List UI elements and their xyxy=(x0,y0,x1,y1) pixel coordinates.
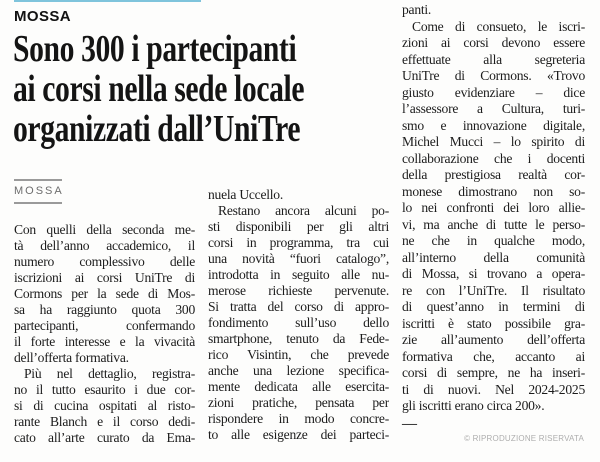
headline-line-3: organizzati dall’UniTre xyxy=(13,108,301,150)
section-label-block xyxy=(14,179,195,204)
body-line: panti. xyxy=(402,2,432,17)
body-line: rico Visintin, che prevede xyxy=(208,347,389,362)
body-line: ti di nuovi. Nel 2024-2025 xyxy=(402,381,585,397)
body-line: no il tutto esaurito i due cor- xyxy=(14,382,195,397)
body-line: UniTre di Cormons. «Trovo xyxy=(402,68,585,83)
body-line: Restano ancora alcuni po- xyxy=(218,203,389,218)
body-line: Cormons per la sede di Mos- xyxy=(14,286,195,301)
body-line: iscrizioni ai corsi UniTre di xyxy=(14,270,195,285)
body-line: rispondere in modo concre- xyxy=(208,411,389,426)
body-line: una novità “fuori catalogo”, xyxy=(208,251,389,266)
body-line: re con l’UniTre. Il risultato xyxy=(402,282,585,298)
body-line: cato all’arte curato da Ema- xyxy=(14,430,195,445)
body-line: anche una lezione specifica- xyxy=(208,363,389,378)
article-column-2 xyxy=(208,187,389,443)
body-line: merose richieste pervenute. xyxy=(208,283,389,298)
body-line: nuela Uccello. xyxy=(208,187,284,202)
kicker: MOSSA xyxy=(14,8,72,25)
body-line: to alle esigenze dei parteci- xyxy=(208,427,389,442)
section-accent-rule xyxy=(14,0,201,2)
body-line: dell’offerta formativa. xyxy=(14,350,129,365)
section-rule-bottom xyxy=(14,202,62,204)
body-line: Con quelli della seconda me- xyxy=(14,222,195,237)
body-line: fondimento sull’uso dello xyxy=(208,315,389,330)
body-line: di quest’anno in termini di xyxy=(402,299,585,314)
body-line: formativa che, accanto ai xyxy=(402,348,585,364)
body-line: di Mossa, si trovano a opera- xyxy=(402,266,585,281)
body-line: giusto evidenziare – dice xyxy=(402,84,585,100)
body-line: smartphone, tenuto da Fede- xyxy=(208,331,389,346)
body-line: mente dedicata alle esercita- xyxy=(208,379,389,394)
body-line: rante Blanch e il corso dedi- xyxy=(14,414,195,429)
body-line: corsi di sempre, ne ha inseri- xyxy=(402,365,585,380)
body-line: il forte interesse e la vivacità xyxy=(14,334,195,349)
body-line: introdotta in seguito alle nu- xyxy=(208,267,389,282)
section-rule-top xyxy=(14,179,62,181)
body-line: iscritti è stato possibile gra- xyxy=(402,315,585,331)
body-line: all’interno della comunità xyxy=(402,249,585,265)
body-line: collaborazione che i docenti xyxy=(402,150,585,166)
headline-line-2: ai corsi nella sede locale xyxy=(13,68,305,110)
body-line: l’assessore a Cultura, turi- xyxy=(402,101,585,116)
body-line: lo nei confronti dei loro allie- xyxy=(402,200,585,215)
body-line: zioni pratiche, pensata per xyxy=(208,395,389,410)
article-column-1 xyxy=(14,179,195,446)
section-label: MOSSA xyxy=(14,185,64,197)
body-line: tà dell’anno accademico, il xyxy=(14,238,195,253)
body-line: zie all’aumento dell’offerta xyxy=(402,332,585,347)
body-line: partecipanti, confermando xyxy=(14,318,195,333)
body-line: della prestigiosa realtà cor- xyxy=(402,167,585,182)
article-column-3 xyxy=(402,2,585,431)
column-3-text xyxy=(402,2,585,415)
body-line: sa ha raggiunto quota 300 xyxy=(14,302,195,317)
article-end-mark: — xyxy=(402,415,417,432)
body-line: monese dimostrano non so- xyxy=(402,183,585,199)
body-line: corsi in programma, tra cui xyxy=(208,235,389,250)
column-2-text xyxy=(208,187,389,443)
body-line: ne che in qualche modo, xyxy=(402,233,585,248)
body-line: Come di consueto, le iscri- xyxy=(412,18,585,34)
body-line: sti disponibili per gli altri xyxy=(208,219,389,234)
body-line: zioni ai corsi devono essere xyxy=(402,35,585,50)
body-line: si di cucina ospitati al risto- xyxy=(14,398,195,413)
body-line: smo e innovazione digitale, xyxy=(402,117,585,133)
copyright-notice: © RIPRODUZIONE RISERVATA xyxy=(464,434,584,443)
column-1-text xyxy=(14,222,195,446)
body-line: vi, ma anche di tutte le perso- xyxy=(402,216,585,232)
body-line: numero complessivo delle xyxy=(14,254,195,269)
body-line: Più nel dettaglio, registra- xyxy=(24,366,195,381)
body-line: effettuate alla segreteria xyxy=(402,51,585,67)
headline-line-1: Sono 300 i partecipanti xyxy=(13,28,297,70)
body-line: Si tratta del corso di appro- xyxy=(208,299,389,314)
body-line: gli iscritti erano circa 200». xyxy=(402,398,545,413)
body-line: Michel Mucci – lo spirito di xyxy=(402,134,585,149)
headline xyxy=(13,29,389,149)
